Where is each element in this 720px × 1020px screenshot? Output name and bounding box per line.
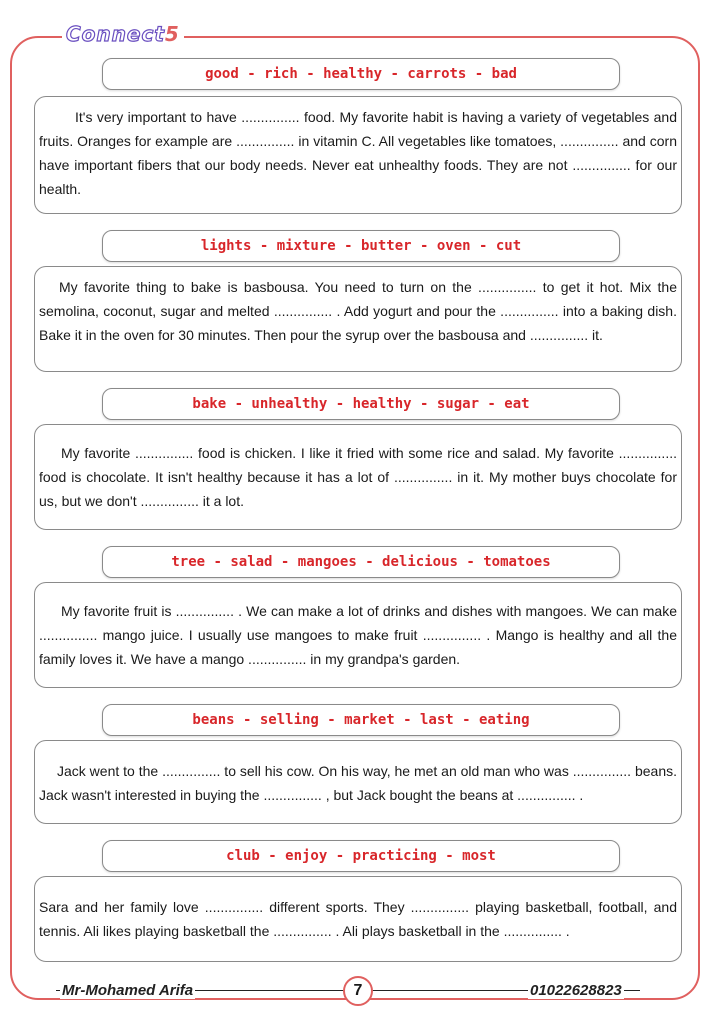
word-bank-3: bake - unhealthy - healthy - sugar - eat — [102, 388, 620, 420]
passage-1-text: It's very important to have ............... food. My favorite habit is having a variety of vegetables and fruits. Oranges for example are ............... in vitamin C. All vegetables like tomatoes, ............... and corn have important fibers that our body needs. Never eat unhealthy foods. They are not ............... for our health. — [39, 109, 677, 197]
passage-2-text: My favorite thing to bake is basbousa. You need to turn on the ............... to get it hot. Mix the semolina, coconut, sugar and melted ............... . Add yogurt and pour the ............... into a baking dish. Bake it in the oven for 30 minutes. Then pour the syrup over the basbousa and ............... it. — [39, 279, 677, 343]
passage-5-text: Jack went to the ............... to sell his cow. On his way, he met an old man who was ............... beans. Jack wasn't interested in buying the ............... , but Jack bought the beans at ............... . — [39, 763, 677, 803]
passage-1 — [34, 96, 682, 214]
phone-number: 01022628823 — [530, 982, 622, 999]
passage-3 — [34, 424, 682, 530]
word-bank-2: lights - mixture - butter - oven - cut — [102, 230, 620, 262]
page-number: 7 — [343, 976, 373, 1006]
passage-5 — [34, 740, 682, 824]
passage-2 — [34, 266, 682, 372]
word-bank-6: club - enjoy - practicing - most — [102, 840, 620, 872]
word-bank-1: good - rich - healthy - carrots - bad — [102, 58, 620, 90]
word-bank-5: beans - selling - market - last - eating — [102, 704, 620, 736]
passage-6-text: Sara and her family love ............... different sports. They ............... playing basketball, football, and tennis. Ali likes playing basketball the ............... . Ali plays basketball in the ............... . — [39, 899, 677, 939]
word-bank-4: tree - salad - mangoes - delicious - tomatoes — [102, 546, 620, 578]
passage-4-text: My favorite fruit is ............... . We can make a lot of drinks and dishes with mangoes. We can make ............... mango juice. I usually use mangoes to make fruit ............... . Mango is healthy and all the family loves it. We have a mango ............... in my grandpa's garden. — [39, 603, 677, 667]
author-name: Mr-Mohamed Arifa — [62, 982, 194, 999]
connect-logo: Connect5 — [62, 22, 184, 46]
passage-6 — [34, 876, 682, 962]
passage-4 — [34, 582, 682, 688]
passage-3-text: My favorite ............... food is chicken. I like it fried with some rice and salad. My favorite ............... food is chocolate. It isn't healthy because it has a lot of ............... in it. My mother buys chocolate for us, but we don't ............... it a lot. — [39, 445, 677, 509]
